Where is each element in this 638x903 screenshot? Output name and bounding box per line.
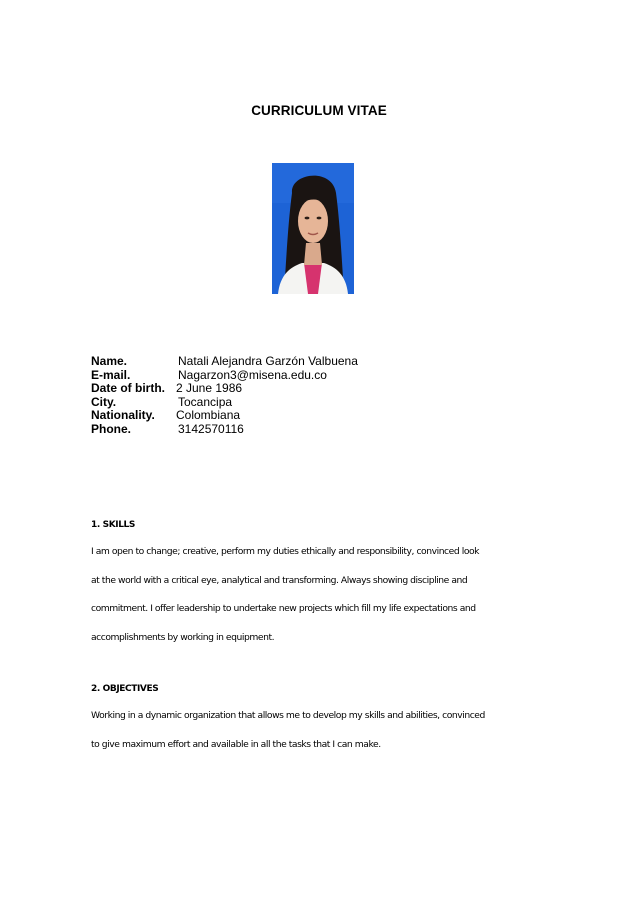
info-label: City. <box>91 394 117 409</box>
info-row-city <box>91 396 358 410</box>
info-label: E-mail. <box>91 367 131 382</box>
skills-line: commitment. I offer leadership to undertake new projects which fill my life expectations and <box>91 603 476 614</box>
objectives-line: Working in a dynamic organization that allows me to develop my skills and abilities, convinced <box>91 710 485 721</box>
info-label: Date of birth. <box>91 381 165 396</box>
info-value: Nagarzon3@misena.edu.co <box>178 367 327 382</box>
info-row-name <box>91 355 358 369</box>
info-row-date-of-birth <box>91 382 358 396</box>
objectives-line: to give maximum effort and available in all the tasks that I can make. <box>91 738 381 750</box>
info-value: Colombiana <box>176 408 241 423</box>
info-value: 2 June 1986 <box>176 381 243 396</box>
info-label: Nationality. <box>91 408 155 423</box>
info-row-nationality <box>91 409 358 423</box>
page-title: CURRICULUM VITAE <box>251 103 387 118</box>
personal-info <box>91 355 358 437</box>
info-value: Tocancipa <box>178 394 233 409</box>
skills-body <box>91 538 561 652</box>
info-value: Natali Alejandra Garzón Valbuena <box>178 354 358 368</box>
info-label: Name. <box>91 354 128 368</box>
profile-photo <box>272 163 354 294</box>
skills-line: at the world with a critical eye, analytical and transforming. Always showing discipline and <box>91 574 468 586</box>
objectives-heading: 2. OBJECTIVES <box>91 684 159 694</box>
info-label: Phone. <box>91 421 132 436</box>
skills-line: I am open to change; creative, perform my duties ethically and responsibility, convinced look <box>91 546 480 557</box>
info-value: 3142570116 <box>178 421 244 436</box>
skills-line: accomplishments by working in equipment. <box>91 631 275 643</box>
info-row-phone <box>91 423 358 437</box>
info-row-email <box>91 369 358 383</box>
skills-heading: 1. SKILLS <box>91 520 135 530</box>
objectives-body <box>91 702 561 759</box>
